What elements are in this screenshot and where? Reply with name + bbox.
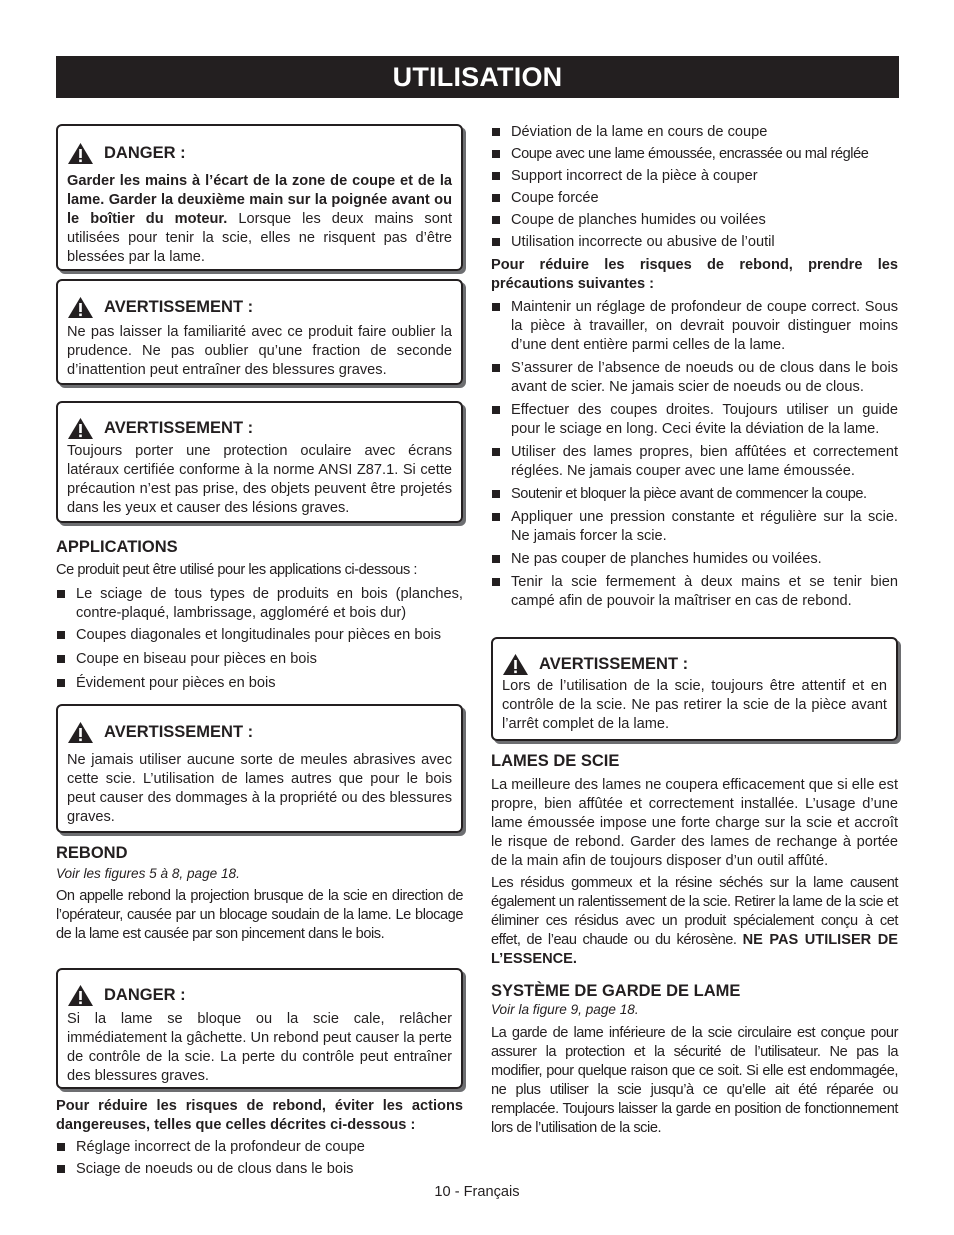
warning-box-eye-protection — [56, 401, 463, 523]
danger-text — [67, 172, 452, 267]
warning-header — [502, 652, 887, 676]
list-item: Coupe en biseau pour pièces en bois — [56, 650, 463, 669]
warning-header — [67, 416, 452, 440]
list-item: Soutenir et bloquer la pièce avant de commencer la coupe. — [491, 485, 898, 504]
warning-label: AVERTISSEMENT : — [539, 654, 689, 673]
garde-figure-ref: Voir la figure 9, page 18. — [491, 1002, 639, 1017]
list-item: Tenir la scie fermement à deux mains et se tenir bien campé afin de pouvoir la maîtriser en cas de rebond. — [491, 573, 898, 611]
lames-paragraph-2-text: Les résidus gommeux et la résine séchés sur la lame causent également un ralentissement de la scie. Retirer la lame de la scie et éliminer ces résidus avec un produit spécialement conçu à cet effet, de l’eau chaude ou du kérosène. — [491, 875, 898, 948]
rebond-figure-ref: Voir les figures 5 à 8, page 18. — [56, 866, 240, 881]
danger-label: DANGER : — [104, 143, 186, 162]
list-item: Le sciage de tous types de produits en bois (planches, contre-plaqué, lambrissage, aggloméré et bois dur) — [56, 585, 463, 623]
warning-triangle-icon — [67, 417, 94, 440]
warning-box-familiarity — [56, 279, 463, 385]
warning-text: Toujours porter une protection oculaire avec écrans latéraux certifiée conforme à la norme ANSI Z87.1. Si cette précaution n’est pas prise, des objets peuvent être projetés dans les yeux et causer des lésions graves. — [67, 443, 452, 516]
precautions-intro: Pour réduire les risques de rebond, prendre les précautions suivantes : — [491, 257, 898, 292]
danger-box-hands — [56, 124, 463, 271]
garde-text-body: La garde de lame inférieure de la scie circulaire est conçue pour assurer la protection et la sécurité de l’utilisateur. Ne pas la modifier, pour quelque raison que ce soit. Si elle est endommagée, ne plus utiliser la scie jusqu’à ce qu’elle ait été réparée ou remplacée. Toujours laisser la garde en position de fonctionnement lors de l’utilisation de la scie. — [491, 1025, 898, 1136]
danger-text: Si la lame se bloque ou la scie cale, relâcher immédiatement la gâchette. Un rebond peut causer la perte de contrôle de la scie. La perte du contrôle peut entraîner des blessures graves. — [67, 1011, 452, 1084]
warning-label: AVERTISSEMENT : — [104, 297, 254, 316]
list-item: Coupe avec une lame émoussée, encrassée ou mal réglée — [491, 145, 898, 164]
rebond-text — [56, 887, 463, 944]
warning-box-attentive — [491, 637, 898, 741]
warning-text: Lors de l’utilisation de la scie, toujours être attentif et en contrôle de la scie. Ne pas retirer la scie de la pièce avant l’arrêt complet de la lame. — [502, 678, 887, 732]
warning-text: Ne jamais utiliser aucune sorte de meules abrasives avec cette scie. L’utilisation de lames autres que pour le bois peut causer des dommages à la propriété ou des blessures graves. — [67, 752, 452, 825]
warning-triangle-icon — [67, 296, 94, 319]
rebond-heading: REBOND — [56, 844, 128, 862]
list-item: Sciage de noeuds ou de clous dans le bois — [56, 1160, 463, 1179]
warning-label: AVERTISSEMENT : — [104, 722, 254, 741]
garde-heading: SYSTÈME DE GARDE DE LAME — [491, 982, 741, 1000]
applications-heading: APPLICATIONS — [56, 538, 178, 556]
danger-bold-text: Garder les mains à l’écart de la zone de coupe et de la lame. Garder la deuxième main sur la poignée avant ou le boîtier du moteur. — [67, 173, 452, 227]
precautions-list — [491, 298, 898, 614]
list-item: Utilisation incorrecte ou abusive de l’outil — [491, 233, 898, 252]
list-item: Coupe forcée — [491, 189, 898, 208]
applications-list — [56, 585, 463, 696]
lames-paragraph-2 — [491, 874, 898, 969]
lames-paragraph-1: La meilleure des lames ne coupera efficacement que si elle est propre, bien affûtée et correctement installée. L’usage d’une lame émoussée impose une forte charge sur la scie et accroît le risque de rebond. Garder des lames de rechange à portée de la main afin de toujours disposer d’un outil affûté. — [491, 777, 898, 869]
warning-label: AVERTISSEMENT : — [104, 418, 254, 437]
avoid-list-continued — [491, 123, 898, 255]
warning-triangle-icon — [502, 653, 529, 676]
applications-intro: Ce produit peut être utilisé pour les applications ci-dessous : — [56, 562, 418, 578]
danger-header — [67, 141, 452, 165]
avoid-intro: Pour réduire les risques de rebond, éviter les actions dangereuses, telles que celles décrites ci-dessous : — [56, 1098, 463, 1133]
danger-regular-text: Lorsque les deux mains sont utilisées pour tenir la scie, elles ne risquent pas d’être blessées par la lame. — [67, 211, 452, 265]
list-item: Support incorrect de la pièce à couper — [491, 167, 898, 186]
warning-triangle-icon — [67, 142, 94, 165]
list-item: Réglage incorrect de la profondeur de coupe — [56, 1138, 463, 1157]
list-item: Appliquer une pression constante et régulière sur la scie. Ne jamais forcer la scie. — [491, 508, 898, 546]
list-item: Ne pas couper de planches humides ou voilées. — [491, 550, 898, 569]
rebond-text-body: On appelle rebond la projection brusque de la scie en direction de l’opérateur, causée par un blocage soudain de la lame. Le blocage de la lame est causée par son pincement dans le bois. — [56, 888, 463, 942]
lames-warning-bold: NE PAS UTILISER DE L’ESSENCE. — [491, 932, 898, 967]
avoid-list — [56, 1138, 463, 1182]
warning-header — [67, 295, 452, 319]
list-item: Maintenir un réglage de profondeur de coupe correct. Sous la pièce à travailler, on devrait pouvoir distinguer moins d’une dent entière parmi celles de la lame. — [491, 298, 898, 355]
list-item: Utiliser des lames propres, bien affûtées et correctement réglées. Ne jamais couper avec une lame émoussée. — [491, 443, 898, 481]
page-footer: 10 - Français — [434, 1184, 520, 1200]
list-item: Coupe de planches humides ou voilées — [491, 211, 898, 230]
warning-box-abrasive — [56, 704, 463, 833]
lames-heading: LAMES DE SCIE — [491, 752, 620, 770]
warning-triangle-icon — [67, 721, 94, 744]
danger-header — [67, 983, 452, 1007]
warning-header — [67, 720, 452, 744]
warning-triangle-icon — [67, 984, 94, 1007]
list-item: Évidement pour pièces en bois — [56, 674, 463, 693]
list-item: Déviation de la lame en cours de coupe — [491, 123, 898, 142]
list-item: Effectuer des coupes droites. Toujours utiliser un guide pour le sciage en long. Ceci évite la déviation de la lame. — [491, 401, 898, 439]
danger-label: DANGER : — [104, 985, 186, 1004]
danger-box-stall — [56, 968, 463, 1089]
list-item: S’assurer de l’absence de noeuds ou de clous dans le bois avant de scier. Ne jamais scier de noeuds ou de clous. — [491, 359, 898, 397]
warning-text: Ne pas laisser la familiarité avec ce produit faire oublier la prudence. Ne pas oublier qu’une fraction de seconde d’inattention peut entraîner des blessures graves. — [67, 324, 452, 378]
garde-text — [491, 1024, 898, 1138]
page-title: UTILISATION — [56, 56, 899, 98]
list-item: Coupes diagonales et longitudinales pour pièces en bois — [56, 626, 463, 645]
